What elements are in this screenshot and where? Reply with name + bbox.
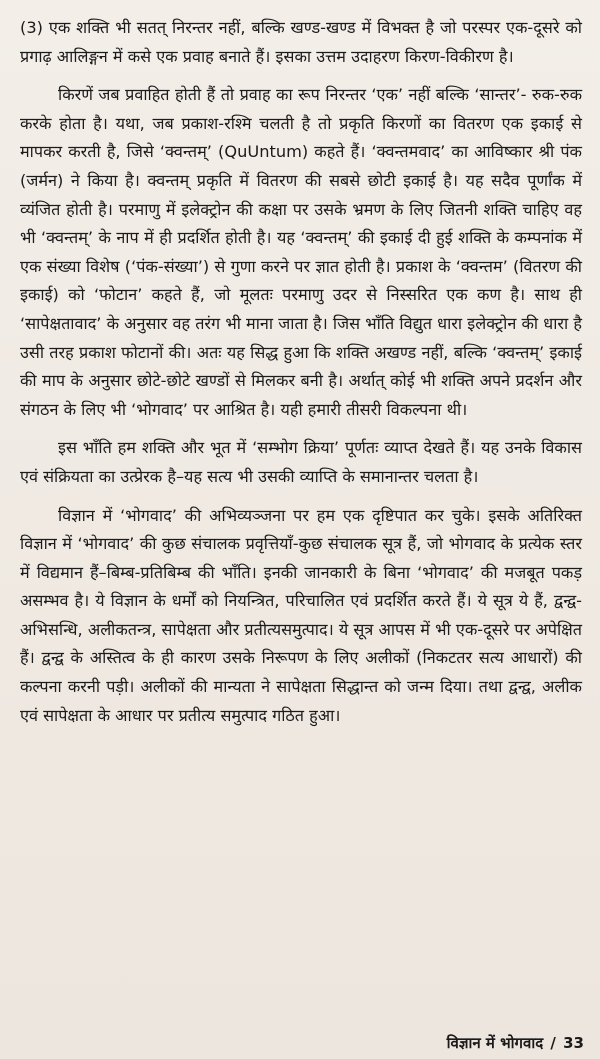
paragraph-gap	[20, 71, 582, 81]
paragraph-third-hypothesis: (3) एक शक्ति भी सतत् निरन्तर नहीं, बल्कि खण्ड-खण्ड में विभक्त है जो परस्पर एक-दूसरे को प्रगाढ़ आलिङ्गन में कसे एक प्रवाह बनाते हैं। इसका उत्तम उदाहरण किरण-विकीरण है।	[20, 18, 582, 66]
footer-separator: /	[550, 1034, 556, 1052]
paragraph-energy-matter: इस भाँति हम शक्ति और भूत में ‘सम्भोग क्रिया’ पूर्णतः व्याप्त देखते हैं। यह उनके विकास एवं संक्रियता का उत्प्रेरक है–यह सत्य भी उसकी व्याप्ति के समानान्तर चलता है।	[20, 438, 582, 486]
page-number: 33	[563, 1034, 584, 1052]
paragraph-gap	[20, 424, 582, 434]
paragraph-quantum: किरणें जब प्रवाहित होती हैं तो प्रवाह का रूप निरन्तर ‘एक’ नहीं बल्कि ‘सान्तर’- रुक-रुक करके होता है। यथा, जब प्रकाश-रश्मि चलती है तो प्रकृति किरणों का वितरण एक इकाई से मापकर करती है, जिसे ‘क्वन्तम्’ (QuUntum) कहते हैं। ‘क्वन्तमवाद’ का आविष्कार श्री पंक (जर्मन) ने किया है। क्वन्तम् प्रकृति में वितरण की सबसे छोटी इकाई है। यह सदैव पूर्णांक में व्यंजित होती है। परमाणु में इलेक्ट्रोन की कक्षा पर उसके भ्रमण के लिए जितनी शक्ति चाहिए वह भी ‘क्वन्तम्’ के नाप में ही प्रदर्शित होती है। यह ‘क्वन्तम्’ की इकाई दी हुई शक्ति के कम्पनांक में एक संख्या विशेष (‘पंक-संख्या’) से गुणा करने पर ज्ञात होती है। प्रकाश के ‘क्वन्तम’ (वितरण की इकाई) को ‘फोटान’ कहते हैं, जो मूलतः परमाणु उदर से निस्सरित एक कण है। साथ ही ‘सापेक्षतावाद’ के अनुसार वह तरंग भी माना जाता है। जिस भाँति विद्युत धारा इलेक्ट्रोन की धारा है उसी तरह प्रकाश फोटानों की। अतः यह सिद्ध हुआ कि शक्ति अखण्ड नहीं, बल्कि ‘क्वन्तम्’ इकाई की माप के अनुसार छोटे-छोटे खण्डों से मिलकर बनी है। अर्थात् कोई भी शक्ति अपने प्रदर्शन और संगठन के लिए भी ‘भोगवाद’ पर आश्रित है। यही हमारी तीसरी विकल्पना थी।	[20, 85, 582, 419]
footer-book-title: विज्ञान में भोगवाद	[446, 1034, 544, 1052]
paragraph-gap	[20, 492, 582, 502]
paragraph-principles: विज्ञान में ‘भोगवाद’ की अभिव्यञ्जना पर हम एक दृष्टिपात कर चुके। इसके अतिरिक्त विज्ञान में ‘भोगवाद’ की कुछ संचालक प्रवृत्तियाँ-कुछ संचालक सूत्र हैं, जो भोगवाद के प्रत्येक स्तर में विद्यमान हैं–बिम्ब-प्रतिबिम्ब की भाँति। इनकी जानकारी के बिना ‘भोगवाद’ की मजबूत पकड़ असम्भव है। ये विज्ञान के धर्मों को नियन्त्रित, परिचालित एवं प्रदर्शित करते हैं। ये सूत्र ये हैं, द्वन्द्व-अभिसन्धि, अलीकतन्त्र, सापेक्षता और प्रतीत्यसमुत्पाद। ये सूत्र आपस में भी एक-दूसरे पर अपेक्षित हैं। द्वन्द्व के अस्तित्व के ही कारण उसके निरूपण के लिए अलीकों (निकटतर सत्य आधारों) की कल्पना करनी पड़ी। अलीकों की मान्यता ने सापेक्षता सिद्धान्त को जन्म दिया। तथा द्वन्द्व, अलीक एवं सापेक्षता के आधार पर प्रतीत्य समुत्पाद गठित हुआ।	[20, 505, 582, 725]
page-footer	[447, 1033, 584, 1053]
